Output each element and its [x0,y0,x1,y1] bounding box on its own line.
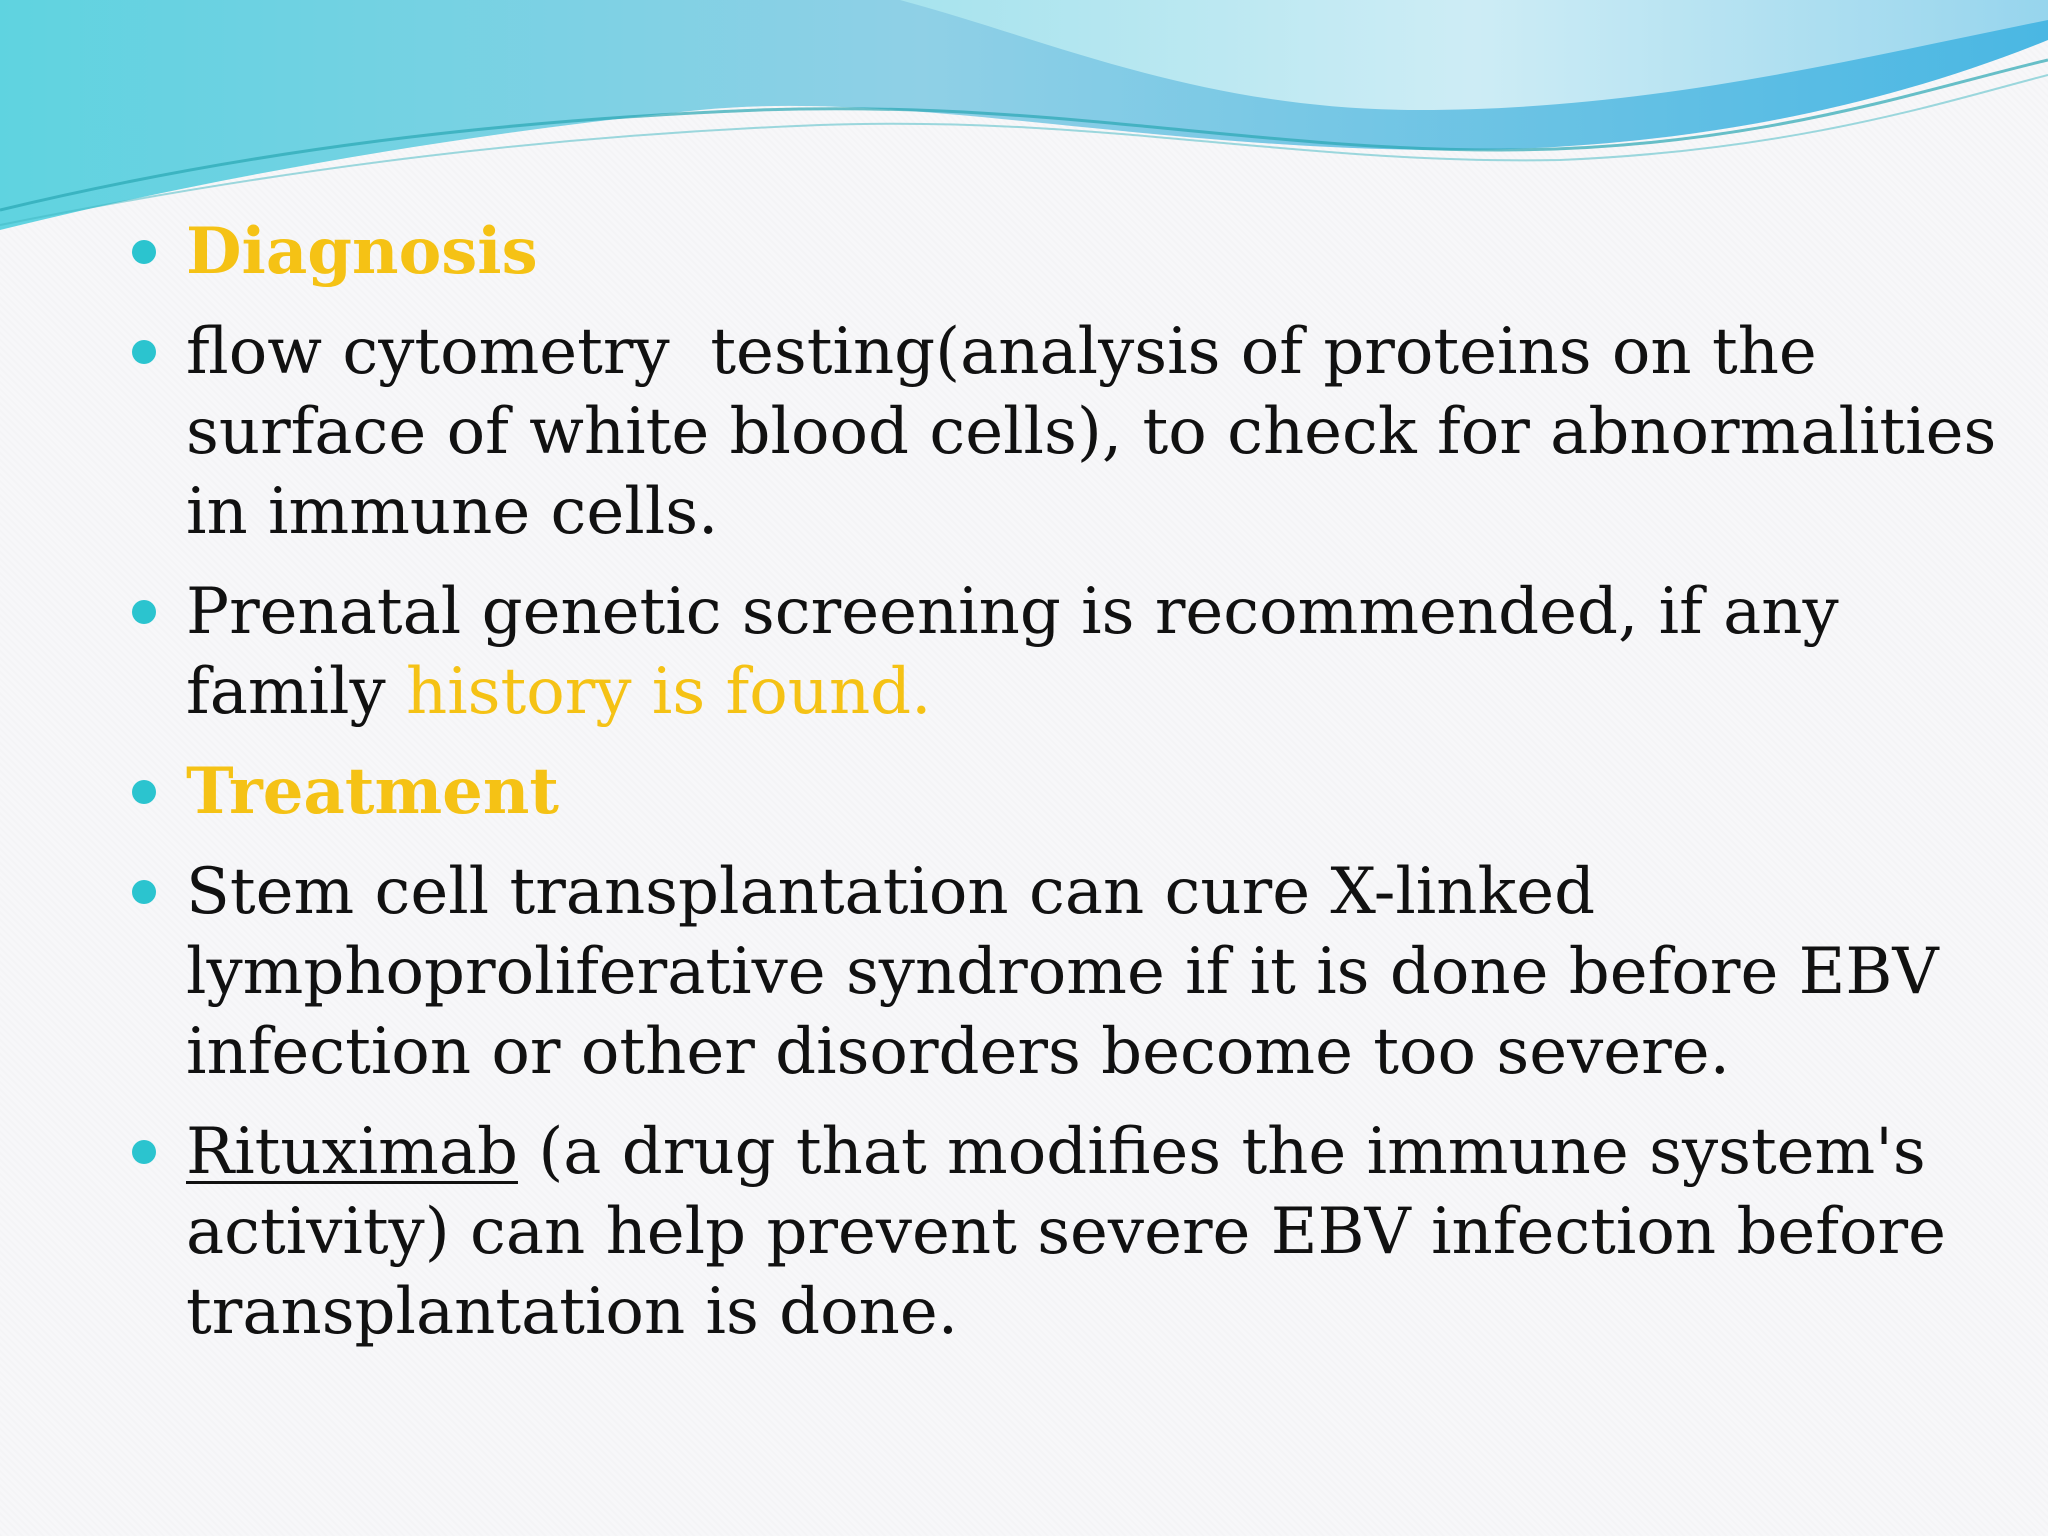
header-wave-decoration [0,0,2048,240]
bullet-icon [132,780,156,804]
heading-diagnosis: Diagnosis [186,214,538,289]
rituximab-link[interactable]: Rituximab [186,1115,518,1189]
bullet-icon [132,600,156,624]
bullet-icon [132,1140,156,1164]
item-text: Stem cell transplantation can cure X-linked lymphoproliferative syndrome if it is done before EBV infection or other disorders become too severe. [186,855,1939,1089]
list-item-prenatal-screening [130,572,2010,732]
bullet-icon [132,880,156,904]
list-item-diagnosis [130,212,2010,292]
item-text: flow cytometry testing(analysis of proteins on the surface of white blood cells), to check for abnormalities in immune cells. [186,315,2017,549]
list-item-treatment [130,752,2010,832]
bullet-list [130,212,2017,1372]
list-item-flow-cytometry [130,312,2017,552]
item-text: (a drug that modifies the immune system's activity) can help prevent severe EBV infection before transplantation is done. [186,1115,1946,1349]
bullet-icon [132,340,156,364]
list-item-stem-cell [130,852,2010,1092]
bullet-icon [132,240,156,264]
heading-treatment: Treatment [186,754,559,829]
list-item-rituximab [130,1112,2010,1352]
item-highlight-text: history is found. [405,655,932,729]
item-text: Prenatal genetic screening is recommended, if any family [186,575,1839,729]
